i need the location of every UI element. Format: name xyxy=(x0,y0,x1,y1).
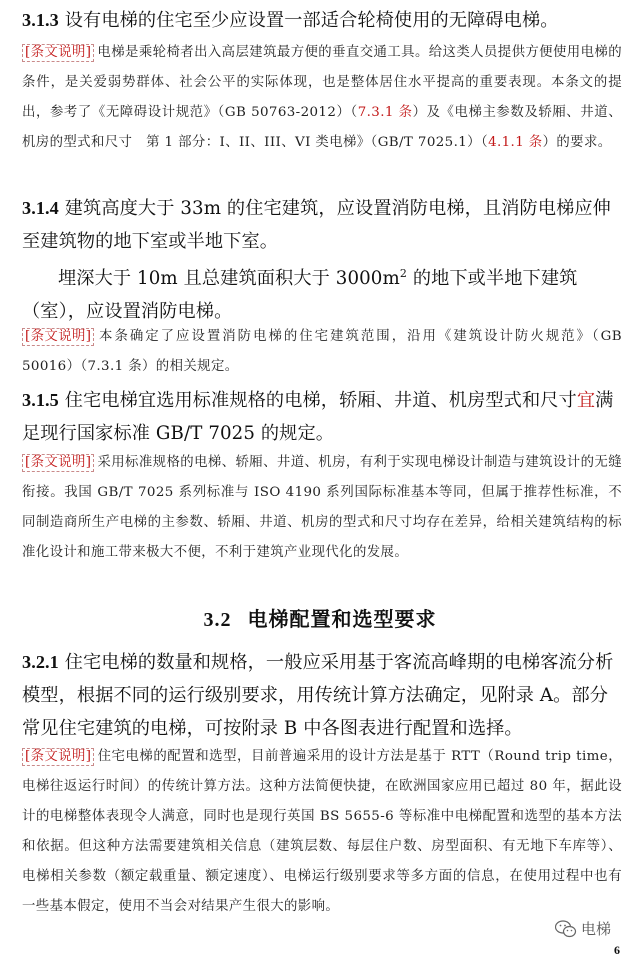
note-reference: 7.3.1 条 xyxy=(357,105,413,120)
clause-3-1-3 xyxy=(22,4,622,37)
clause-text: 建筑高度大于 33m 的住宅建筑，应设置消防电梯，且消防电梯应伸至建筑物的地下室或半地下室。 xyxy=(22,198,611,252)
superscript: 2 xyxy=(399,267,407,280)
note-text: 住宅电梯的配置和选型，目前普遍采用的设计方法是基于 RTT（Round trip time，电梯往返运行时间）的传统计算方法。这种方法简便快捷，在欧洲国家应用已超过 80 年，据此设计的电梯整体表现令人满意，同时也是现行英国 BS 5655-6 等标准中电梯配置和选型的基本方法和依据。但这种方法需要建筑相关信息（建筑层数、每层住户数、房型面积、有无地下车库等）、电梯相关参数（额定载重量、额定速度）、电梯运行级别要求等多方面的信息，在使用过程中也有一些基本假定，使用不当会对结果产生很大的影响。 xyxy=(22,749,622,914)
clause-number: 3.1.4 xyxy=(22,198,59,218)
clause-text: 满足现行国家标准 GB/T 7025 的规定。 xyxy=(22,390,614,444)
clause-3-2-1 xyxy=(22,646,622,745)
highlight-word: 宜 xyxy=(576,390,596,411)
clause-number: 3.2.1 xyxy=(22,652,59,672)
clause-3-1-5 xyxy=(22,384,622,450)
section-heading xyxy=(0,603,640,632)
section-number: 3.2 xyxy=(203,609,232,631)
clause-3-1-4 xyxy=(22,192,622,258)
clause-text: 设有电梯的住宅至少应设置一部适合轮椅使用的无障碍电梯。 xyxy=(58,10,559,31)
clause-3-1-4-note xyxy=(22,322,622,382)
clause-number: 3.1.3 xyxy=(22,10,59,30)
wechat-watermark xyxy=(555,918,611,939)
clause-number: 3.1.5 xyxy=(22,390,59,410)
clause-3-1-3-note xyxy=(22,38,622,158)
clause-3-1-4-para2 xyxy=(22,257,622,328)
clause-3-1-5-note xyxy=(22,448,622,568)
note-tag: [条文说明] xyxy=(22,748,94,766)
clause-text: 埋深大于 10m 且总建筑面积大于 3000m xyxy=(58,268,400,290)
note-text: 采用标准规格的电梯、轿厢、井道、机房，有利于实现电梯设计制造与建筑设计的无缝衔接。我国 GB/T 7025 系列标准与 ISO 4190 系列国际标准基本等同，但属于推荐性标准，不同制造商所生产电梯的主参数、轿厢、井道、机房的型式和尺寸均存在差异，给相关建筑结构的标准化设计和施工带来极大不便，不利于建筑产业现代化的发展。 xyxy=(22,455,622,560)
note-reference: 4.1.1 条 xyxy=(488,135,543,150)
section-title: 电梯配置和选型要求 xyxy=(247,607,437,631)
note-tag: [条文说明] xyxy=(22,454,94,472)
note-tag: [条文说明] xyxy=(22,328,94,346)
clause-text: 住宅电梯宜选用标准规格的电梯，轿厢、井道、机房型式和尺寸 xyxy=(58,390,577,411)
watermark-label: 电梯 xyxy=(581,920,612,938)
note-text: 本条确定了应设置消防电梯的住宅建筑范围，沿用《建筑设计防火规范》（GB 50016）（7.3.1 条）的相关规定。 xyxy=(22,329,622,374)
page-number: 6 xyxy=(614,943,620,957)
wechat-icon xyxy=(555,920,577,938)
note-text: 电梯是乘轮椅者出入高层建筑最方便的垂直交通工具。给这类人员提供方便使用电梯的条件，是关爱弱势群体、社会公平的实际体现，也是整体居住水平提高的重要表现。本条文的提出，参考了《无障碍设计规范》（GB 50763-2012）（ xyxy=(22,45,622,120)
clause-3-2-1-note xyxy=(22,742,622,922)
clause-text: 住宅电梯的数量和规格，一般应采用基于客流高峰期的电梯客流分析模型，根据不同的运行级别要求，用传统计算方法确定，见附录 A。部分常见住宅建筑的电梯，可按附录 B 中各图表进行配置和选择。 xyxy=(22,652,614,739)
clause-text: 的地下或半地下建筑（室），应设置消防电梯。 xyxy=(22,268,578,323)
note-tag: [条文说明] xyxy=(22,44,94,62)
note-text: ）及《电梯主参数及轿厢、井道、机房的型式和尺寸 第 1 部分：I、II、III、VI 类电梯》（GB/T 7025.1）（ xyxy=(22,105,623,150)
note-text: ）的要求。 xyxy=(542,135,612,150)
